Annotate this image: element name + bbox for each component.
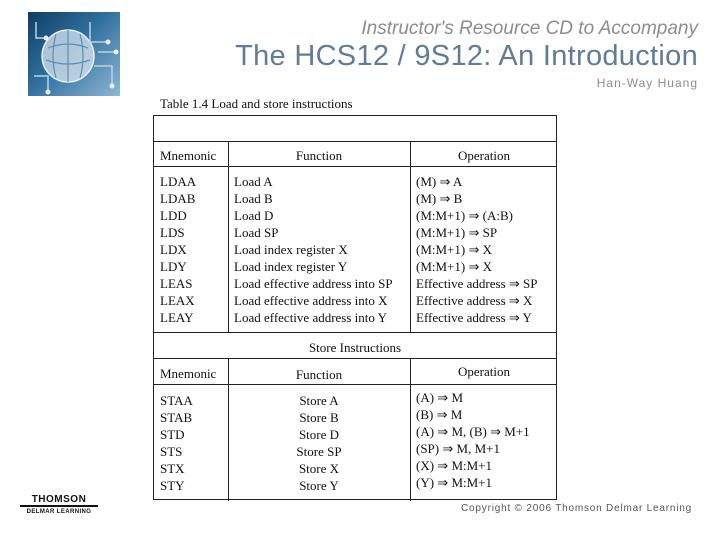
- publisher-name: THOMSON: [20, 494, 98, 507]
- header-mnemonic: Mnemonic: [160, 148, 217, 163]
- load-function: Load SP: [234, 225, 279, 240]
- load-function: Load A: [234, 174, 273, 189]
- load-mnemonic: LDAA: [160, 174, 197, 189]
- publisher-logo: [20, 494, 98, 515]
- table-rule: [154, 384, 556, 385]
- copyright-notice: Copyright © 2006 Thomson Delmar Learning: [461, 503, 692, 514]
- table-rule: [154, 332, 556, 333]
- header-author: Han-Way Huang: [596, 76, 698, 90]
- store-mnemonic: STAB: [160, 410, 193, 425]
- load-mnemonic: LDY: [160, 259, 187, 274]
- store-function: Store Y: [299, 478, 339, 493]
- store-function: Store A: [299, 393, 339, 408]
- store-mnemonic: STAA: [160, 393, 193, 408]
- load-function: Load effective address into Y: [234, 310, 388, 325]
- table-rule: [154, 166, 556, 167]
- store-function: Store SP: [296, 444, 342, 459]
- instruction-table: [153, 115, 557, 500]
- load-operation: (M:M+1) ⇒ X: [416, 242, 493, 257]
- store-mnemonic-column: [160, 392, 193, 494]
- load-operation: Effective address ⇒ Y: [416, 310, 532, 325]
- load-operation: (M:M+1) ⇒ SP: [416, 225, 498, 240]
- publisher-subname: DELMAR LEARNING: [26, 509, 92, 515]
- load-function: Load index register X: [234, 242, 348, 257]
- load-function: Load index register Y: [234, 259, 348, 274]
- load-mnemonic: LDS: [160, 225, 185, 240]
- store-operation: (SP) ⇒ M, M+1: [416, 441, 500, 456]
- store-function: Store B: [299, 410, 339, 425]
- load-operation-column: [416, 173, 538, 326]
- load-mnemonic: LEAS: [160, 276, 193, 291]
- store-operation: (Y) ⇒ M:M+1: [416, 475, 493, 490]
- store-mnemonic: STD: [160, 427, 185, 442]
- load-function: Load D: [234, 208, 274, 223]
- store-function: Store X: [298, 461, 340, 476]
- store-section-title: Store Instructions: [308, 340, 402, 355]
- table-rule: [154, 141, 556, 142]
- table-column-rule: [410, 141, 411, 333]
- store-operation: (B) ⇒ M: [416, 407, 463, 422]
- load-operation: (M:M+1) ⇒ X: [416, 259, 493, 274]
- table-caption: Table 1.4 Load and store instructions: [160, 96, 353, 111]
- store-operation-column: [416, 389, 530, 491]
- load-mnemonic-column: [160, 173, 196, 326]
- load-mnemonic: LEAY: [160, 310, 194, 325]
- load-operation: (M:M+1) ⇒ (A:B): [416, 208, 513, 223]
- load-function: Load B: [234, 191, 273, 206]
- cover-logo-image: [28, 12, 120, 96]
- load-function-column: [234, 173, 393, 326]
- store-mnemonic: STX: [160, 461, 185, 476]
- store-function-column: [228, 392, 410, 494]
- load-mnemonic: LDAB: [160, 191, 196, 206]
- load-mnemonic: LDD: [160, 208, 187, 223]
- store-mnemonic: STS: [160, 444, 183, 459]
- load-function: Load effective address into SP: [234, 276, 393, 291]
- table-column-rule: [228, 141, 229, 333]
- load-mnemonic: LEAX: [160, 293, 195, 308]
- load-operation: Effective address ⇒ SP: [416, 276, 538, 291]
- header-function: Function: [295, 148, 343, 163]
- store-operation: (A) ⇒ M: [416, 390, 463, 405]
- store-header-function: Function: [295, 367, 343, 382]
- table-rule: [154, 358, 556, 359]
- load-operation: Effective address ⇒ X: [416, 293, 533, 308]
- store-operation: (X) ⇒ M:M+1: [416, 458, 493, 473]
- store-operation: (A) ⇒ M, (B) ⇒ M+1: [416, 424, 530, 439]
- load-operation: (M) ⇒ A: [416, 174, 463, 189]
- header-subtitle: Instructor's Resource CD to Accompany: [361, 18, 698, 39]
- store-mnemonic: STY: [160, 478, 185, 493]
- header-operation: Operation: [458, 148, 510, 163]
- load-function: Load effective address into X: [234, 293, 388, 308]
- load-mnemonic: LDX: [160, 242, 187, 257]
- store-header-mnemonic: Mnemonic: [160, 366, 217, 381]
- store-function: Store D: [298, 427, 340, 442]
- store-header-operation: Operation: [458, 364, 510, 379]
- load-operation: (M) ⇒ B: [416, 191, 463, 206]
- header-title: The HCS12 / 9S12: An Introduction: [235, 40, 698, 72]
